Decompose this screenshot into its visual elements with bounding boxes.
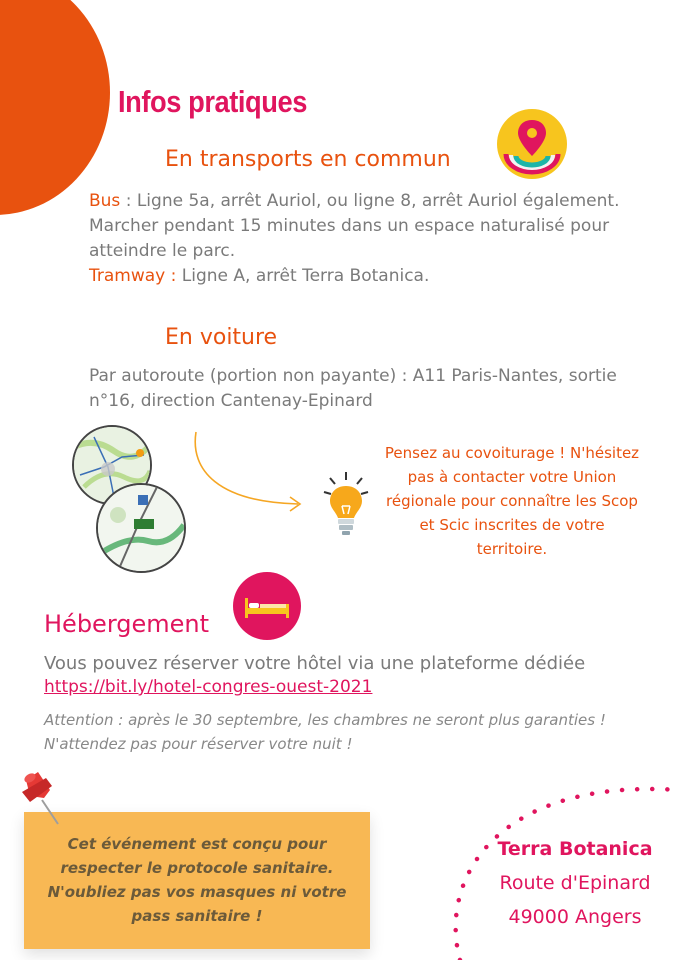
- venue-address: [480, 832, 670, 934]
- pushpin-icon: [20, 770, 70, 830]
- lightbulb-icon: [322, 470, 370, 540]
- attention-line-1: Attention : après le 30 septembre, les chambres ne seront plus garanties !: [44, 711, 606, 729]
- tram-label: Tramway :: [89, 266, 177, 286]
- venue-name: Terra Botanica: [497, 838, 653, 860]
- bus-label: Bus: [89, 191, 121, 211]
- transports-heading: En transports en commun: [165, 147, 451, 172]
- covoiturage-line-5: territoire.: [476, 540, 548, 558]
- route-maps: [72, 425, 192, 570]
- decorative-orange-circle: [0, 0, 110, 215]
- note-text: [24, 812, 370, 928]
- bus-line: [89, 189, 679, 214]
- voiture-block: [89, 364, 679, 414]
- bus-text: : Ligne 5a, arrêt Auriol, ou ligne 8, arrêt Auriol également.: [120, 191, 620, 211]
- note-line-4: pass sanitaire !: [131, 907, 263, 925]
- bus-text-2: Marcher pendant 15 minutes dans un espace naturalisé pour: [89, 216, 610, 236]
- note-line-3: N'oubliez pas vos masques ni votre: [47, 883, 347, 901]
- hebergement-heading: Hébergement: [44, 610, 210, 638]
- voiture-line-2: n°16, direction Cantenay-Epinard: [89, 391, 373, 411]
- location-pin-icon: [496, 108, 568, 180]
- note-line-2: respecter le protocole sanitaire.: [60, 859, 334, 877]
- venue-city: 49000 Angers: [508, 906, 642, 928]
- curved-arrow: [188, 430, 318, 520]
- transports-block: [89, 189, 679, 289]
- sanitary-sticky-note: [24, 812, 370, 949]
- venue-street: Route d'Epinard: [499, 872, 651, 894]
- page-title: Infos pratiques: [118, 84, 307, 119]
- hebergement-block: [44, 651, 674, 697]
- tram-line: [89, 264, 679, 289]
- covoiturage-note: [370, 441, 654, 561]
- local-map-graphic: [98, 485, 184, 571]
- covoiturage-line-1: Pensez au covoiturage ! N'hésitez: [384, 444, 640, 462]
- note-line-1: Cet événement est conçu pour: [67, 835, 327, 853]
- voiture-line-1: Par autoroute (portion non payante) : A11 Paris-Nantes, sortie: [89, 366, 617, 386]
- hebergement-text: Vous pouvez réserver votre hôtel via une plateforme dédiée: [44, 653, 586, 674]
- hotel-booking-link[interactable]: https://bit.ly/hotel-congres-ouest-2021: [44, 677, 373, 697]
- tram-text: Ligne A, arrêt Terra Botanica.: [176, 266, 430, 286]
- covoiturage-line-3: régionale pour connaître les Scop: [386, 492, 638, 510]
- bed-icon: [233, 572, 301, 640]
- covoiturage-line-2: pas à contacter votre Union: [407, 468, 617, 486]
- covoiturage-line-4: et Scic inscrites de votre: [419, 516, 605, 534]
- attention-line-2: N'attendez pas pour réserver votre nuit !: [44, 735, 353, 753]
- local-map: [96, 483, 186, 573]
- attention-note: [44, 708, 606, 756]
- voiture-heading: En voiture: [165, 325, 278, 350]
- bus-text-3: atteindre le parc.: [89, 241, 236, 261]
